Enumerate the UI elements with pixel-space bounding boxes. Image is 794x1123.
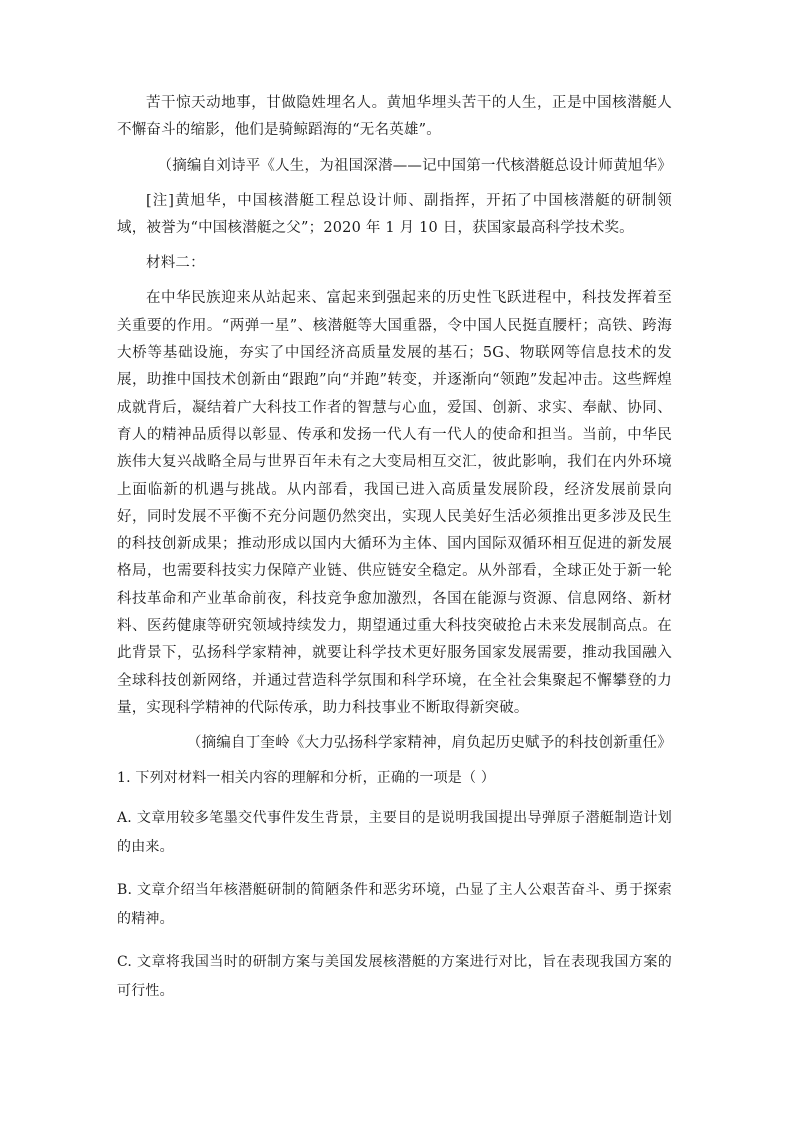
material2-heading: 材料二： xyxy=(146,255,205,272)
material2-body: 在中华民族迎来从站起来、富起来到强起来的历史性飞跃进程中，科技发挥着至关重要的作用。“两弹一星”、核潜艇等大国重器，令中国人民挺直腰杆；高铁、跨海大桥等基础设施，夯实了中国经济高质量发展的基石；5G、物联网等信息技术的发展，助推中国技术创新由“跟跑”向“并跑”转变，并逐渐向“领跑”发起冲击。这些辉煌成就背后，凝结着广大科技工作者的智慧与心血，爱国、创新、求实、奉献、协同、育人的精神品质得以彰显、传承和发扬一代人有一代人的使命和担当。当前，中华民族伟大复兴战略全局与世界百年未有之大变局相互交汇，彼此影响，我们在内外环境上面临新的机遇与挑战。从内部看，我国已进入高质量发展阶段，经济发展前景向好，同时发展不平衡不充分问题仍然突出，实现人民美好生活必须推出更多涉及民生的科技创新成果；推动形成以国内大循环为主体、国内国际双循环相互促进的新发展格局，也需要科技实力保障产业链、供应链安全稳定。从外部看，全球正处于新一轮科技革命和产业革命前夜，科技竞争愈加激烈，各国在能源与资源、信息网络、新材料、医药健康等研究领域持续发力，期望通过重大科技突破抢占未来发展制高点。在此背景下，弘扬科学家精神，就要让科学技术更好服务国家发展需要，推动我国融入全球科技创新网络，并通过营造科学氛围和科学环境，在全社会集聚起不懈攀登的力量，实现科学精神的代际传承，助力科技事业不断取得新突破。 xyxy=(117,290,672,716)
question-1-option-c: C. 文章将我国当时的研制方案与美国发展核潜艇的方案进行对比，旨在表现我国方案的可行性。 xyxy=(117,954,672,1000)
material2-source: （摘编自丁奎岭《大力弘扬科学家精神，肩负起历史赋予的科技创新重任》 xyxy=(186,735,672,752)
question-1-option-b: B. 文章介绍当年核潜艇研制的简陋条件和恶劣环境，凸显了主人公艰苦奋斗、勇于探索的精神。 xyxy=(117,882,672,928)
material1-closing-paragraph: 苦干惊天动地事，甘做隐姓埋名人。黄旭华埋头苦干的人生，正是中国核潜艇人不懈奋斗的缩影，他们是骑鲸蹈海的“无名英雄”。 xyxy=(117,95,672,139)
document-page xyxy=(117,90,672,1020)
material1-note: [注]黄旭华，中国核潜艇工程总设计师、副指挥，开拓了中国核潜艇的研制领域，被誉为“中国核潜艇之父”；2020 年 1 月 10 日，获国家最高科学技术奖。 xyxy=(117,192,672,236)
material1-source: （摘编自刘诗平《人生，为祖国深潜——记中国第一代核潜艇总设计师黄旭华》 xyxy=(157,157,672,174)
question-1-option-a: A. 文章用较多笔墨交代事件发生背景，主要目的是说明我国提出导弹原子潜艇制造计划的由来。 xyxy=(117,810,672,856)
question-1-stem: 1. 下列对材料一相关内容的理解和分析，正确的一项是（ ） xyxy=(117,770,496,787)
